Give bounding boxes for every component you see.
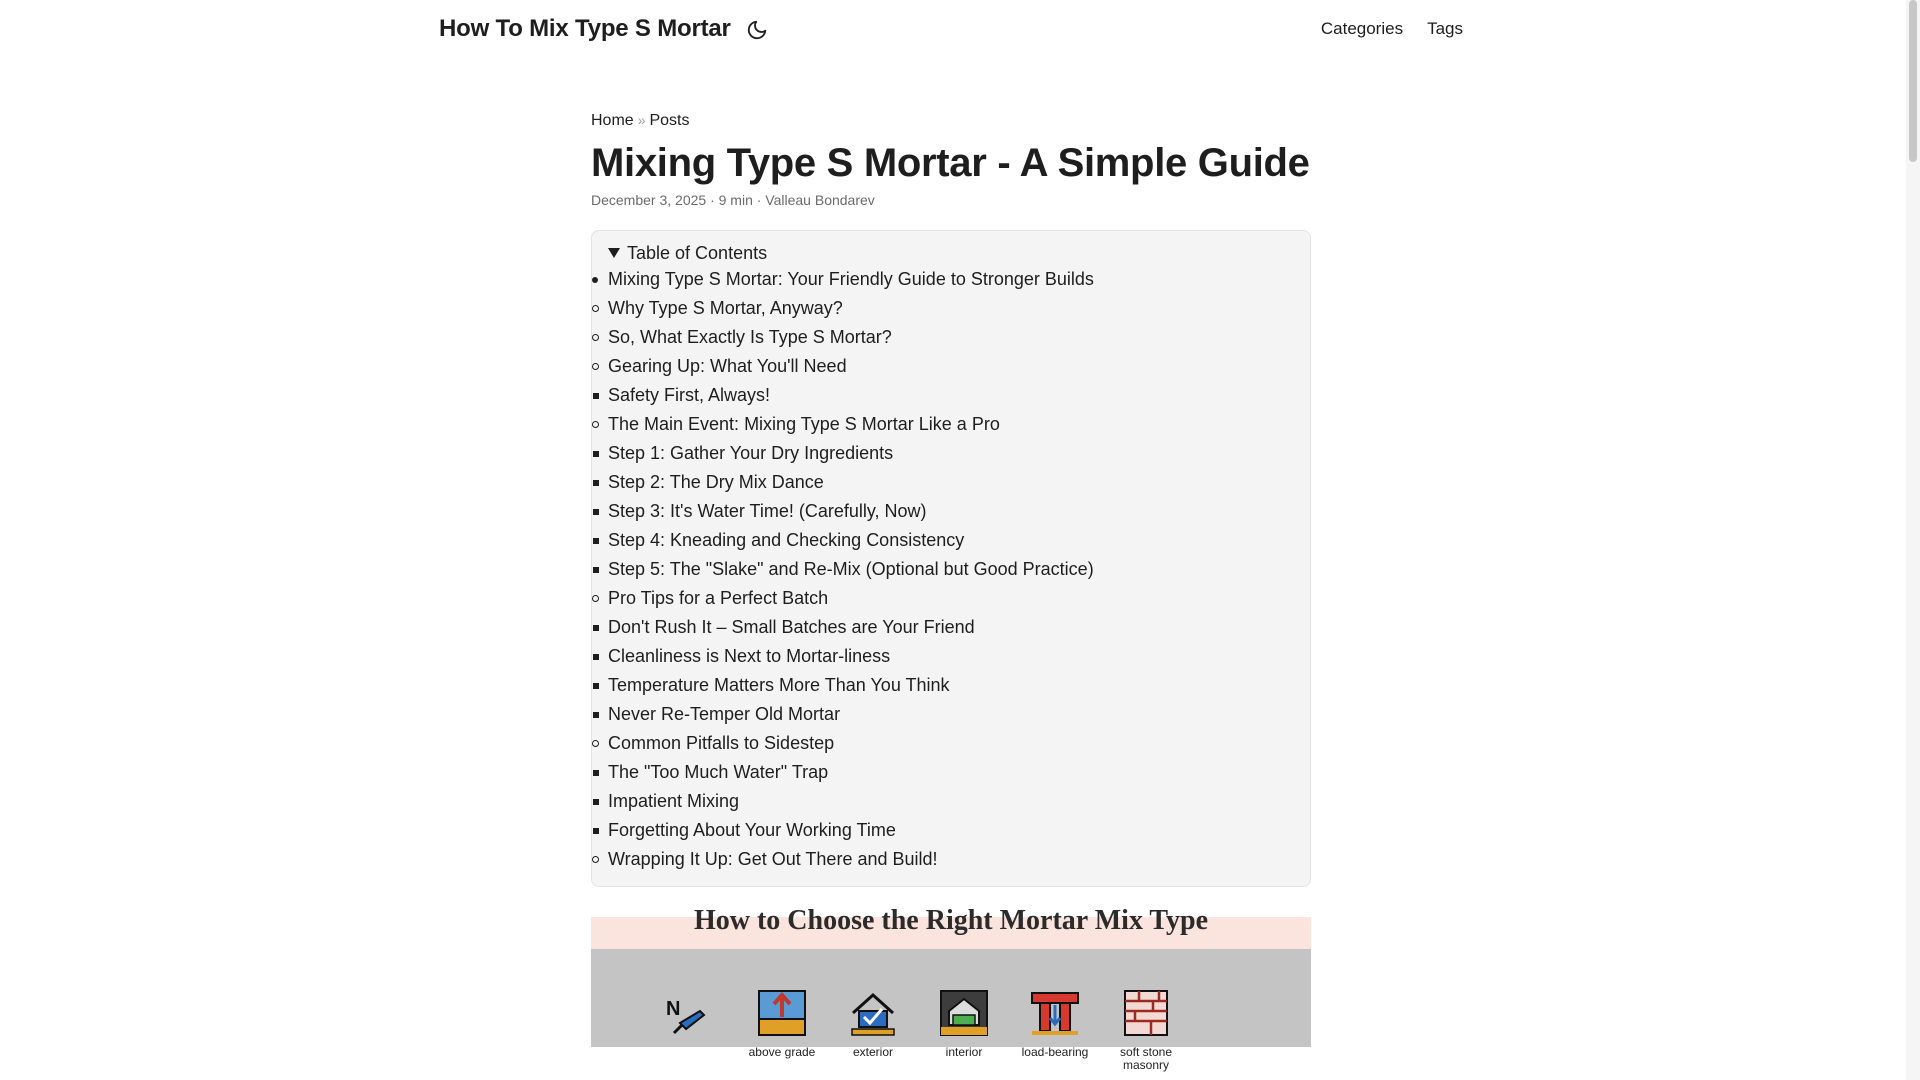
- toc-link[interactable]: Cleanliness is Next to Mortar-liness: [608, 646, 891, 666]
- toc-item: [608, 381, 1294, 410]
- toc-link[interactable]: The "Too Much Water" Trap: [608, 762, 829, 782]
- toc-item: [608, 497, 1294, 526]
- toc-link[interactable]: Gearing Up: What You'll Need: [608, 356, 847, 376]
- toc-item: [608, 352, 1294, 410]
- cover-item: [1013, 989, 1097, 1059]
- toc-link[interactable]: Step 3: It's Water Time! (Carefully, Now): [608, 501, 927, 521]
- cover-icons-band: [591, 949, 1311, 1072]
- toc-link[interactable]: Why Type S Mortar, Anyway?: [608, 298, 843, 318]
- page-scrollbar[interactable]: [1906, 0, 1920, 1080]
- moon-icon[interactable]: [746, 19, 768, 41]
- toc-link[interactable]: Wrapping It Up: Get Out There and Build!: [608, 849, 938, 869]
- toc-link[interactable]: Common Pitfalls to Sidestep: [608, 733, 835, 753]
- nav-tags[interactable]: Tags: [1427, 19, 1463, 38]
- above-grade-icon: [757, 989, 807, 1037]
- toc-link[interactable]: Forgetting About Your Working Time: [608, 820, 896, 840]
- exterior-icon: [848, 989, 898, 1037]
- breadcrumb-home[interactable]: Home: [591, 112, 634, 129]
- toc-summary-label: Table of Contents: [627, 243, 768, 263]
- toc-item: [608, 265, 1294, 874]
- toc-toggle[interactable]: [608, 241, 1294, 265]
- site-header: [0, 0, 1920, 60]
- cover-item: [643, 989, 727, 1046]
- toc-link[interactable]: Temperature Matters More Than You Think: [608, 675, 950, 695]
- toc-link[interactable]: So, What Exactly Is Type S Mortar?: [608, 327, 892, 347]
- toc-sublist: [608, 613, 1294, 729]
- toc-link[interactable]: Step 2: The Dry Mix Dance: [608, 472, 824, 492]
- load-bearing-icon: [1030, 989, 1080, 1037]
- site-logo[interactable]: How To Mix Type S Mortar: [439, 15, 731, 42]
- breadcrumb-posts[interactable]: Posts: [649, 112, 690, 129]
- cover-item-label: exterior: [852, 1045, 893, 1059]
- cover-title: How to Choose the Right Mortar Mix Type: [693, 905, 1209, 936]
- post-meta: December 3, 2025 · 9 min · Valleau Bondarev: [591, 192, 875, 208]
- toc-item: [608, 671, 1294, 700]
- toc-link[interactable]: Don't Rush It – Small Batches are Your Friend: [608, 617, 975, 637]
- table-of-contents: [591, 230, 1311, 887]
- toc-item: [608, 555, 1294, 584]
- breadcrumb: [591, 108, 1311, 133]
- cover-item-label: above grade: [748, 1045, 816, 1059]
- toc-link[interactable]: Step 4: Kneading and Checking Consistency: [608, 530, 965, 550]
- svg-text:N: N: [666, 998, 681, 1020]
- toc-sublist: [608, 381, 1294, 410]
- toc-sublist: [608, 294, 1294, 874]
- toc-item: [608, 294, 1294, 323]
- toc-item: [608, 787, 1294, 816]
- cover-image: [591, 905, 1311, 1072]
- cover-item-label: load-bearing: [1021, 1045, 1089, 1059]
- cover-item: [922, 989, 1006, 1059]
- breadcrumb-separator: »: [637, 112, 646, 128]
- toc-item: [608, 526, 1294, 555]
- toc-link[interactable]: Never Re-Temper Old Mortar: [608, 704, 841, 724]
- toc-item: [608, 729, 1294, 845]
- toc-list: [608, 265, 1294, 874]
- toc-link[interactable]: Step 5: The "Slake" and Re-Mix (Optional but Good Practice): [608, 559, 1094, 579]
- toc-item: [608, 323, 1294, 352]
- cover-item: [831, 989, 915, 1059]
- toc-sublist: [608, 439, 1294, 584]
- scrollbar-thumb[interactable]: [1909, 0, 1917, 162]
- cover-item-label: soft stone masonry: [1119, 1045, 1173, 1072]
- toc-item: [608, 758, 1294, 787]
- toc-link[interactable]: Safety First, Always!: [608, 385, 771, 405]
- toc-item: [608, 642, 1294, 671]
- cover-item: [740, 989, 824, 1059]
- page-title: Mixing Type S Mortar - A Simple Guide: [591, 141, 1310, 185]
- soft-stone-masonry-icon: [1121, 989, 1171, 1037]
- toc-item: [608, 410, 1294, 584]
- nav-categories[interactable]: Categories: [1320, 19, 1404, 38]
- toc-item: [608, 816, 1294, 845]
- main-nav: [1321, 19, 1463, 39]
- toc-link[interactable]: The Main Event: Mixing Type S Mortar Like a Pro: [608, 414, 1000, 434]
- cover-item: [1104, 989, 1188, 1072]
- cover-title-band: [591, 905, 1311, 949]
- toc-item: [608, 700, 1294, 729]
- interior-icon: [939, 989, 989, 1037]
- post-main: [591, 108, 1311, 1072]
- toc-item: [608, 845, 1294, 874]
- cover-item-label: interior: [945, 1045, 983, 1059]
- triangle-down-icon: [608, 248, 620, 258]
- toc-link[interactable]: Pro Tips for a Perfect Batch: [608, 588, 829, 608]
- toc-sublist: [608, 758, 1294, 845]
- toc-item: [608, 439, 1294, 468]
- toc-link[interactable]: Step 1: Gather Your Dry Ingredients: [608, 443, 894, 463]
- toc-item: [608, 584, 1294, 729]
- toc-link[interactable]: Impatient Mixing: [608, 791, 740, 811]
- compass-icon: [660, 989, 710, 1037]
- toc-item: [608, 468, 1294, 497]
- toc-link-h2[interactable]: Mixing Type S Mortar: Your Friendly Guide to Stronger Builds: [608, 269, 1094, 289]
- toc-item: [608, 613, 1294, 642]
